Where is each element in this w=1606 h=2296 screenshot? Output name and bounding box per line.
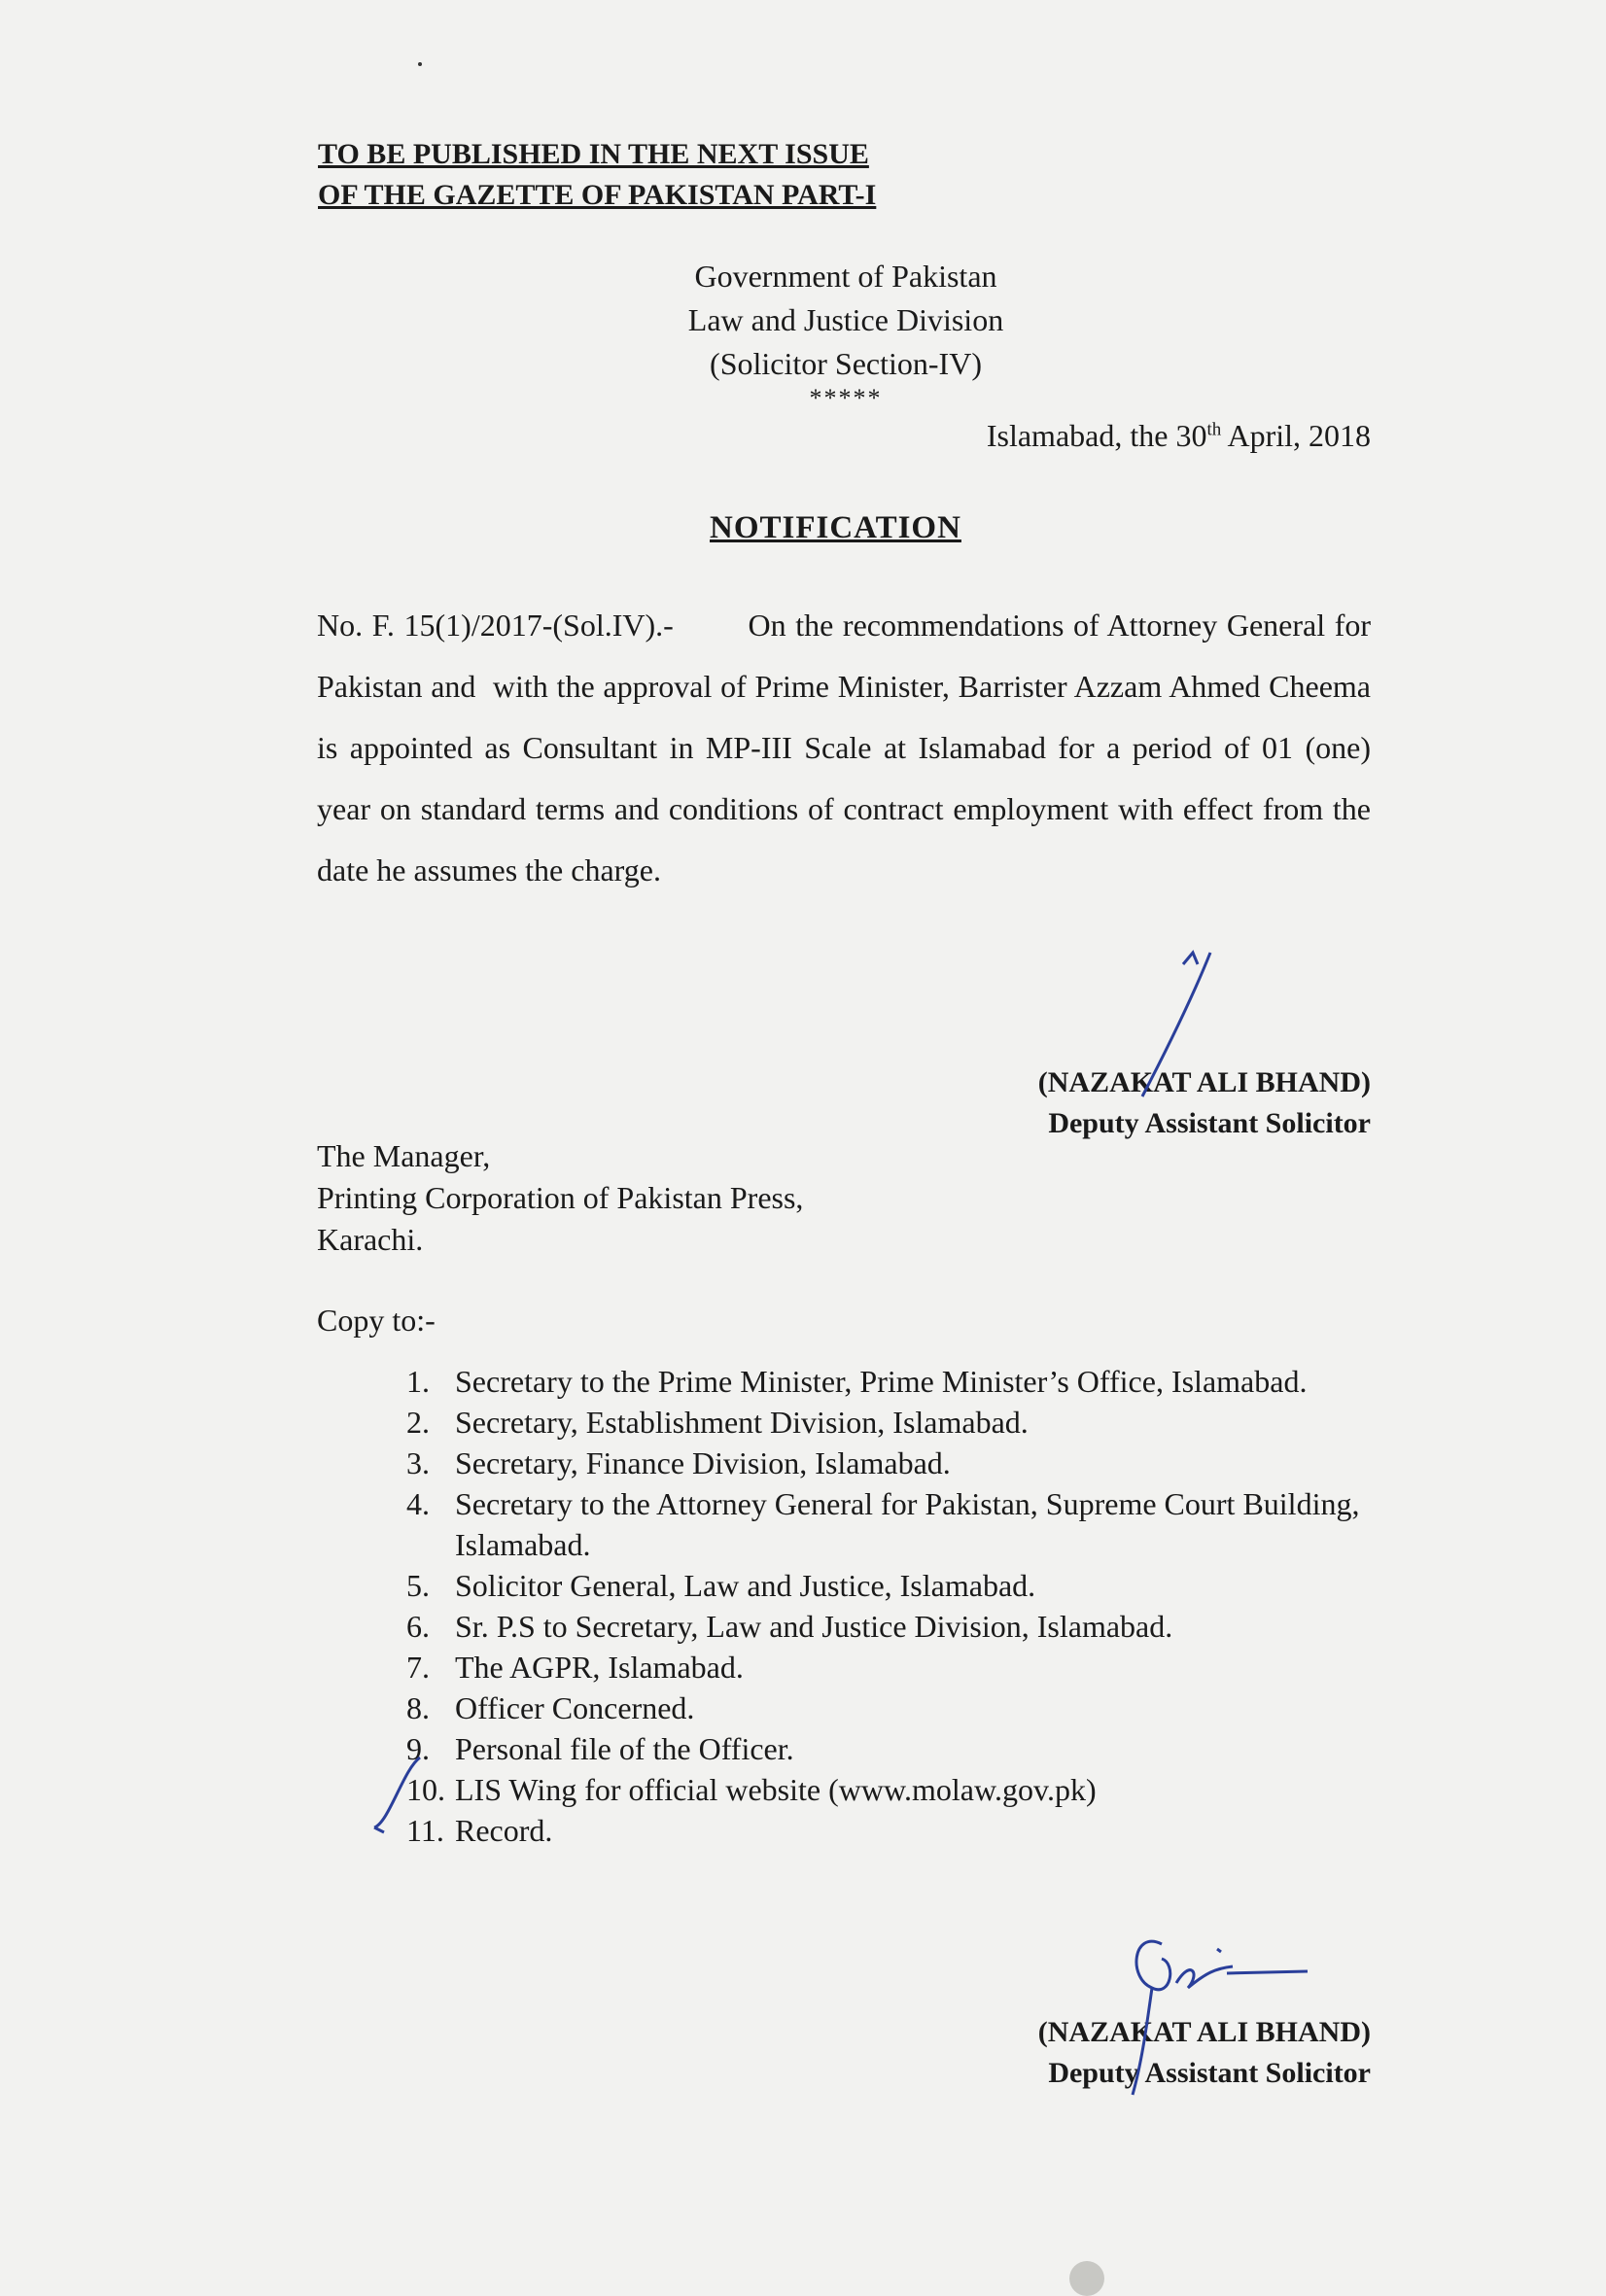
addressee-line-3: Karachi.: [317, 1222, 424, 1257]
publication-note: [318, 134, 876, 216]
initial-stroke-1-tick: [1183, 953, 1198, 964]
list-item-number: 4.: [406, 1486, 430, 1521]
list-item: [406, 1810, 1379, 1851]
list-item: [406, 1647, 1379, 1687]
document-title: NOTIFICATION: [710, 510, 961, 545]
office-line-3: (Solicitor Section-IV): [710, 346, 982, 381]
issue-date: [987, 418, 1371, 454]
signature-block-2: [1038, 2012, 1371, 2094]
date-rest: April, 2018: [1221, 418, 1371, 453]
list-item-number: 11.: [406, 1813, 444, 1848]
list-item: [406, 1402, 1379, 1443]
notification-body: No. F. 15(1)/2017-(Sol.IV).- On the recommendations of Attorney General for Pakistan and with the approval of Prime Minister, Barrister Azzam Ahmed Cheema is appointed as Consultant in MP-III Scale at Islamabad for a period of 01 (one) year on standard terms and conditions of contract employment with effect from the date he assumes the charge.: [317, 608, 1379, 887]
list-item: [406, 1443, 1379, 1483]
copy-to-list: [406, 1361, 1379, 1851]
list-item: [406, 1606, 1379, 1647]
list-item-number: 7.: [406, 1650, 430, 1685]
list-item: [406, 1361, 1379, 1402]
list-item: [406, 1565, 1379, 1606]
list-item-number: 10.: [406, 1772, 445, 1807]
office-line-2: Law and Justice Division: [687, 302, 1004, 337]
list-item-text: Secretary, Establishment Division, Islamabad.: [455, 1405, 1029, 1440]
addressee-line-2: Printing Corporation of Pakistan Press,: [317, 1180, 804, 1215]
list-item-text: Secretary to the Attorney General for Pakistan, Supreme Court Building, Islamabad.: [455, 1486, 1360, 1562]
date-ordinal: th: [1206, 419, 1222, 440]
list-item-number: 8.: [406, 1690, 430, 1725]
list-item-text: The AGPR, Islamabad.: [455, 1650, 744, 1685]
office-heading: [554, 255, 1137, 411]
signatory-name: (NAZAKAT ALI BHAND): [1037, 2016, 1371, 2048]
signatory-name: (NAZAKAT ALI BHAND): [1037, 1066, 1371, 1098]
list-item-text: Personal file of the Officer.: [455, 1731, 794, 1766]
addressee-block: [317, 1135, 803, 1261]
copy-to-heading: Copy to:-: [317, 1303, 436, 1338]
list-item-text: Officer Concerned.: [455, 1690, 695, 1725]
publication-line-1: TO BE PUBLISHED IN THE NEXT ISSUE: [318, 138, 869, 170]
office-stars: *****: [809, 384, 883, 412]
list-item-text: Solicitor General, Law and Justice, Islamabad.: [455, 1568, 1036, 1603]
punch-hole: [1069, 2261, 1104, 2296]
date-prefix: Islamabad, the 30: [986, 418, 1207, 453]
list-item: [406, 1483, 1379, 1565]
list-item-number: 9.: [406, 1731, 430, 1766]
stray-mark: [418, 62, 422, 66]
publication-line-2: OF THE GAZETTE OF PAKISTAN PART-I: [318, 179, 877, 211]
list-item-text: LIS Wing for official website (www.molaw.gov.pk): [455, 1772, 1097, 1807]
list-item-number: 5.: [406, 1568, 430, 1603]
office-line-1: Government of Pakistan: [694, 259, 997, 294]
list-item-number: 1.: [406, 1364, 430, 1399]
signatory-designation: Deputy Assistant Solicitor: [1048, 1107, 1371, 1139]
signatory-designation: Deputy Assistant Solicitor: [1048, 2057, 1371, 2089]
list-item: [406, 1769, 1379, 1810]
list-item-text: Secretary to the Prime Minister, Prime Minister’s Office, Islamabad.: [455, 1364, 1308, 1399]
list-item-text: Sr. P.S to Secretary, Law and Justice Division, Islamabad.: [455, 1609, 1173, 1644]
signature-block-1: [1038, 1062, 1371, 1144]
addressee-line-1: The Manager,: [317, 1138, 491, 1173]
list-item-number: 6.: [406, 1609, 430, 1644]
list-item: [406, 1728, 1379, 1769]
list-item-text: Record.: [455, 1813, 553, 1848]
list-item-text: Secretary, Finance Division, Islamabad.: [455, 1445, 951, 1480]
list-item: [406, 1687, 1379, 1728]
list-item-number: 2.: [406, 1405, 430, 1440]
list-item-number: 3.: [406, 1445, 430, 1480]
